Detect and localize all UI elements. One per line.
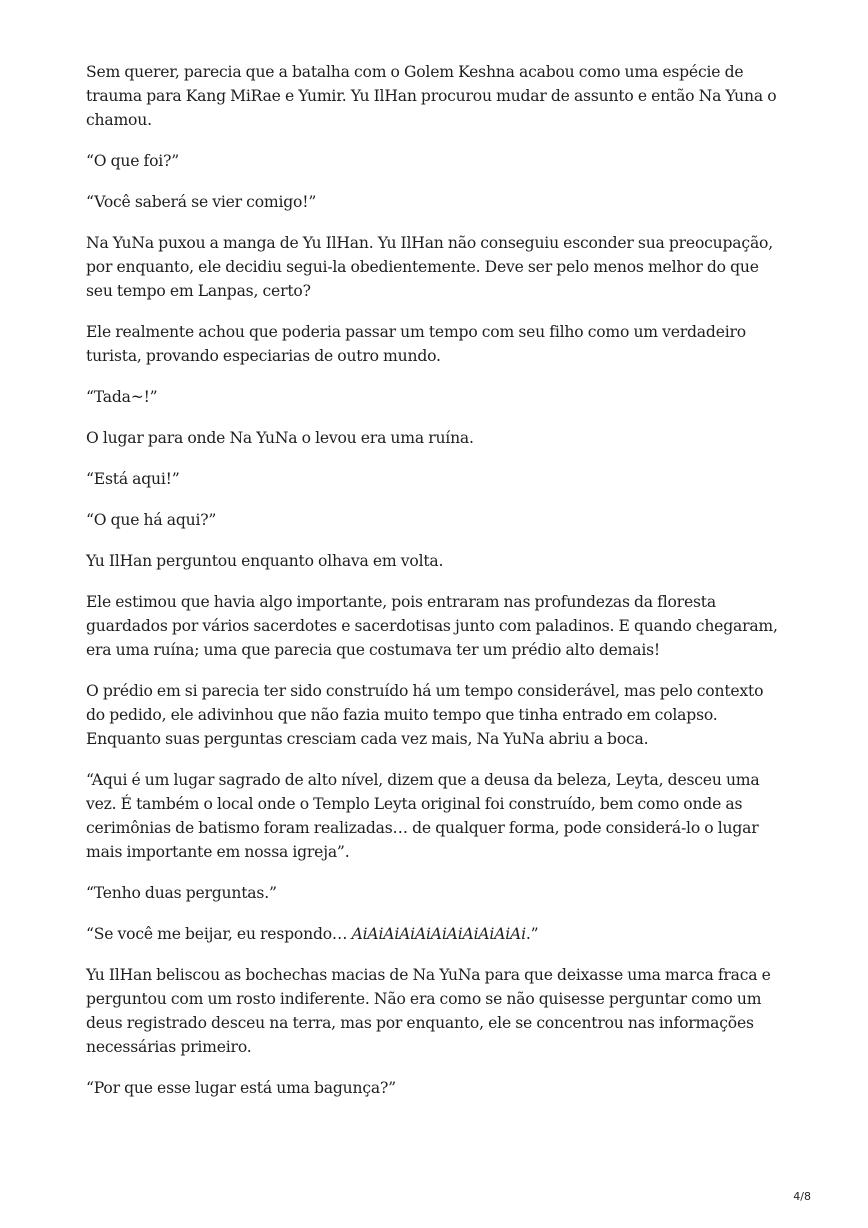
dialogue-line-kiss: [86, 922, 786, 946]
dialogue-line: “Por que esse lugar está uma bagunça?”: [86, 1079, 396, 1097]
kiss-line-italic: AiAiAiAiAiAiAiAiAiAiAi: [351, 925, 526, 943]
paragraph: Sem querer, parecia que a batalha com o Golem Keshna acabou como uma espécie de trauma para Kang MiRae e Yumir. Yu IlHan procurou mudar de assunto e então Na Yuna o chamou.: [86, 63, 777, 129]
paragraph: Na YuNa puxou a manga de Yu IlHan. Yu IlHan não conseguiu esconder sua preocupação, por enquanto, ele decidiu segui-la obedientemente. Deve ser pelo menos melhor do que seu tempo em Lanpas, certo?: [86, 234, 773, 300]
kiss-line-before: “Se você me beijar, eu respondo…: [86, 925, 352, 943]
dialogue-line: “O que há aqui?”: [86, 511, 217, 529]
paragraph: Ele realmente achou que poderia passar um tempo com seu filho como um verdadeiro turista, provando especiarias de outro mundo.: [86, 323, 746, 365]
dialogue-line: “O que foi?”: [86, 152, 180, 170]
paragraph: O prédio em si parecia ter sido construído há um tempo considerável, mas pelo contexto do pedido, ele adivinhou que não fazia muito tempo que tinha entrado em colapso. Enquanto suas perguntas cresciam cada vez mais, Na YuNa abriu a boca.: [86, 682, 764, 748]
dialogue-line: “Tenho duas perguntas.”: [86, 884, 277, 902]
paragraph: O lugar para onde Na YuNa o levou era uma ruína.: [86, 429, 474, 447]
page-number: 4/8: [793, 1190, 811, 1203]
dialogue-line: “Você saberá se vier comigo!”: [86, 193, 317, 211]
dialogue-line: “Aqui é um lugar sagrado de alto nível, dizem que a deusa da beleza, Leyta, desceu uma vez. É também o local onde o Templo Leyta original foi construído, bem como onde as cerimônias de batismo foram realizadas… de qualquer forma, pode considerá-lo o lugar mais importante em nossa igreja”.: [86, 771, 760, 861]
paragraph: Yu IlHan perguntou enquanto olhava em volta.: [86, 552, 444, 570]
dialogue-line: “Tada~!”: [86, 388, 158, 406]
dialogue-line: “Está aqui!”: [86, 470, 180, 488]
paragraph: Ele estimou que havia algo importante, pois entraram nas profundezas da floresta guardados por vários sacerdotes e sacerdotisas junto com paladinos. E quando chegaram, era uma ruína; uma que parecia que costumava ter um prédio alto demais!: [86, 593, 778, 659]
paragraph: Yu IlHan beliscou as bochechas macias de Na YuNa para que deixasse uma marca fraca e perguntou com um rosto indiferente. Não era como se não quisesse perguntar como um deus registrado desceu na terra, mas por enquanto, ele se concentrou nas informações necessárias primeiro.: [86, 966, 771, 1056]
kiss-line-after: .”: [525, 925, 539, 943]
document-body: [86, 60, 786, 1117]
